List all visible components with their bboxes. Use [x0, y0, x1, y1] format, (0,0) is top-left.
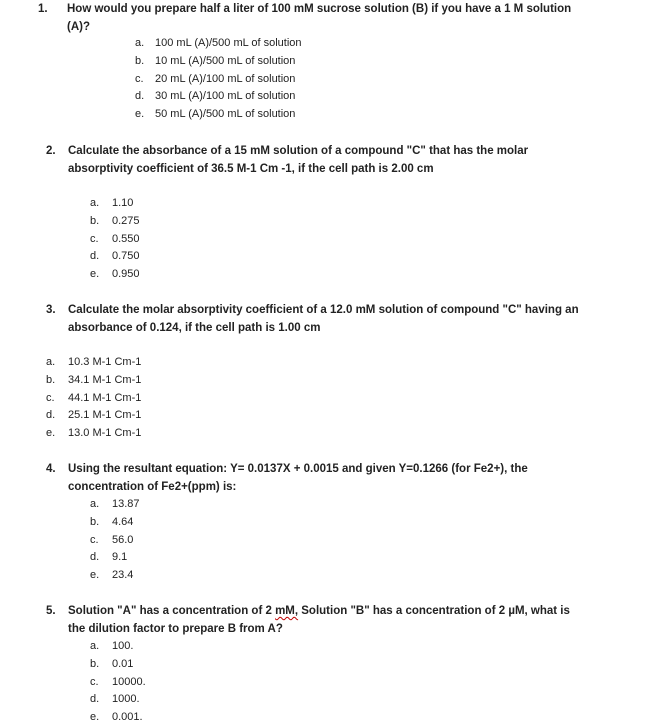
option-letter: d.	[90, 250, 100, 263]
option-letter: e.	[46, 427, 56, 440]
option-text: 50 mL (A)/500 mL of solution	[155, 108, 296, 121]
option-text: 0.275	[112, 214, 140, 227]
option-text: 0.001.	[112, 711, 143, 724]
option-letter: d.	[135, 90, 145, 103]
option-letter: c.	[90, 232, 99, 245]
option-text: 23.4	[112, 569, 134, 582]
option-letter: b.	[90, 657, 100, 670]
question-text-line: (A)?	[67, 21, 90, 33]
question-2	[46, 142, 636, 178]
question-text-line: absorptivity coefficient of 36.5 M-1 Cm -1, if the cell path is 2.00 cm	[68, 163, 434, 175]
option-letter: a.	[90, 640, 100, 652]
question-5	[46, 602, 636, 638]
option-text: 25.1 M-1 Cm-1	[68, 409, 142, 422]
question-number: 3.	[46, 304, 56, 316]
option-text: 30 mL (A)/100 mL of solution	[155, 90, 296, 103]
option-text: 13.0 M-1 Cm-1	[68, 427, 142, 440]
option-text: 10000.	[112, 675, 146, 688]
option-text: 10.3 M-1 Cm-1	[68, 356, 142, 368]
option-letter: c.	[46, 391, 55, 404]
option-letter: d.	[46, 409, 56, 422]
spellcheck-flagged-word[interactable]: mM,	[275, 605, 299, 617]
question-3	[46, 301, 644, 337]
option-letter: d.	[90, 551, 100, 564]
option-text: 0.550	[112, 232, 140, 245]
option-text: 100.	[112, 640, 134, 652]
question-1	[38, 0, 638, 36]
question-4	[46, 460, 636, 496]
question-text-line: Using the resultant equation: Y= 0.0137X + 0.0015 and given Y=0.1266 (for Fe2+), the	[68, 463, 528, 475]
option-text: 9.1	[112, 551, 128, 564]
question-text-line	[68, 602, 570, 620]
question-text-part: Solution "B" has a concentration of 2 µM, what is	[298, 605, 570, 617]
question-text	[68, 142, 528, 178]
option-text: 10 mL (A)/500 mL of solution	[155, 54, 296, 67]
option-letter: c.	[90, 533, 99, 546]
question-text	[68, 460, 528, 496]
option-letter: e.	[90, 711, 100, 724]
option-letter: c.	[90, 675, 99, 688]
option-letter: d.	[90, 693, 100, 706]
option-text: 4.64	[112, 515, 134, 528]
question-text	[68, 301, 579, 337]
option-letter: a.	[90, 498, 100, 510]
option-letter: c.	[135, 72, 144, 85]
question-text-line: absorbance of 0.124, if the cell path is 1.00 cm	[68, 322, 321, 334]
question-text-line: How would you prepare half a liter of 100 mM sucrose solution (B) if you have a 1 M solution	[67, 3, 572, 15]
option-letter: a.	[46, 356, 56, 368]
option-text: 0.01	[112, 657, 134, 670]
option-text: 0.750	[112, 250, 140, 263]
option-letter: e.	[90, 569, 100, 582]
option-text: 34.1 M-1 Cm-1	[68, 373, 142, 386]
question-text-line: the dilution factor to prepare B from A?	[68, 623, 283, 635]
question-number: 1.	[38, 3, 48, 15]
option-letter: b.	[90, 214, 100, 227]
option-letter: e.	[135, 108, 145, 121]
option-letter: e.	[90, 268, 100, 281]
option-text: 20 mL (A)/100 mL of solution	[155, 72, 296, 85]
option-letter: a.	[135, 37, 145, 49]
question-number: 2.	[46, 145, 56, 157]
option-text: 100 mL (A)/500 mL of solution	[155, 37, 302, 49]
option-text: 13.87	[112, 498, 140, 510]
option-letter: b.	[90, 515, 100, 528]
option-text: 1000.	[112, 693, 140, 706]
option-text: 0.950	[112, 268, 140, 281]
option-text: 44.1 M-1 Cm-1	[68, 391, 142, 404]
question-text-line: Calculate the molar absorptivity coefficient of a 12.0 mM solution of compound "C" having an	[68, 304, 579, 316]
question-number: 4.	[46, 463, 56, 475]
question-text-line: Calculate the absorbance of a 15 mM solution of a compound "C" that has the molar	[68, 145, 529, 157]
option-text: 1.10	[112, 197, 134, 209]
option-letter: b.	[135, 54, 145, 67]
question-number: 5.	[46, 605, 56, 617]
option-letter: b.	[46, 373, 56, 386]
option-letter: a.	[90, 197, 100, 209]
question-text-part: Solution "A" has a concentration of 2	[68, 605, 276, 617]
question-text-line: concentration of Fe2+(ppm) is:	[68, 481, 237, 493]
option-text: 56.0	[112, 533, 134, 546]
question-text	[67, 0, 571, 36]
question-text	[68, 602, 570, 638]
